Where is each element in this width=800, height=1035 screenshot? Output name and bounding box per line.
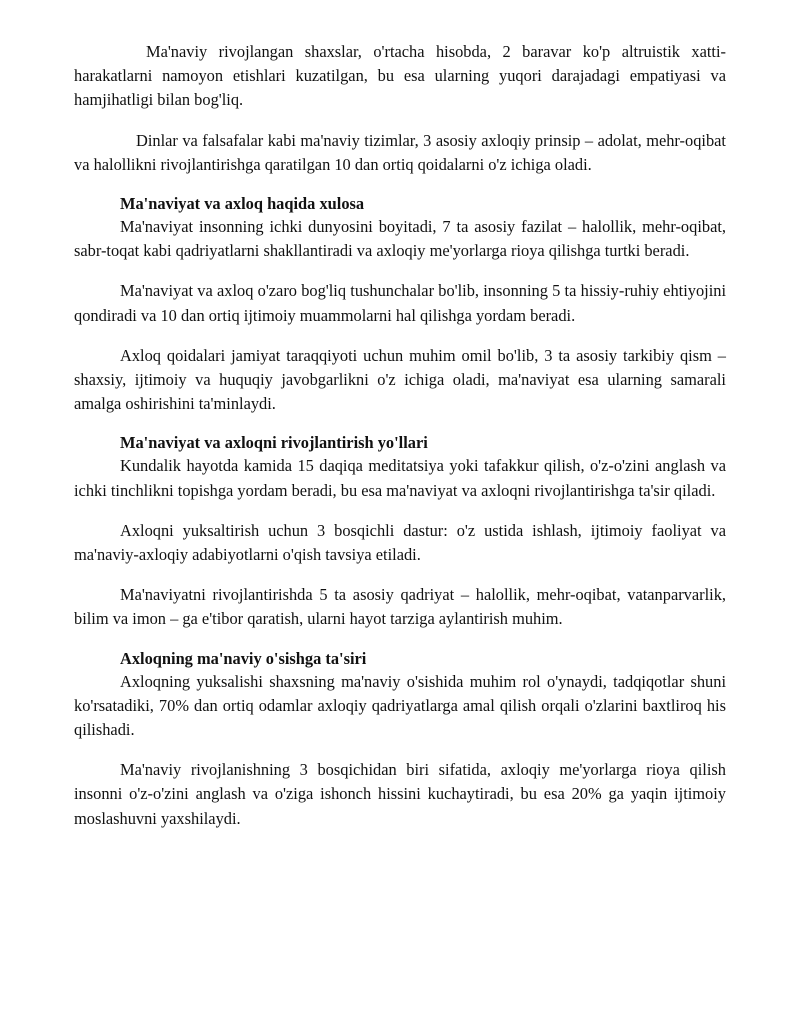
section-heading-conclusion: Ma'naviyat va axloq haqida xulosa <box>120 194 365 214</box>
conclusion-paragraph-2: Ma'naviyat va axloq o'zaro bog'liq tushunchalar bo'lib, insonning 5 ta hissiy-ruhiy ehtiyojini qondiradi va 10 dan ortiq ijtimoiy muammolarni hal qilishga yordam beradi. <box>74 281 726 325</box>
document-page <box>74 40 726 831</box>
influence-paragraph-2: Ma'naviy rivojlanishning 3 bosqichidan biri sifatida, axloqiy me'yorlarga rioya qilish insonni o'z-o'zini anglash va o'ziga ishonch hissini kuchaytiradi, bu esa 20% ga yaqin ijtimoiy moslashuvni yaxshilaydi. <box>74 760 726 828</box>
development-paragraph-3: Ma'naviyatni rivojlantirishda 5 ta asosiy qadriyat – halollik, mehr-oqibat, vatanparvarlik, bilim va imon – ga e'tibor qaratish, ularni hayot tarziga aylantirish muhim. <box>74 585 726 629</box>
intro-paragraph-1: Ma'naviy rivojlangan shaxslar, o'rtacha hisobda, 2 baravar ko'p altruistik xatti-harakatlarni namoyon etishlari kuzatilgan, bu esa ularning yuqori darajadagi empatiyasi va hamjihatligi bilan bog'liq. <box>74 42 726 110</box>
influence-paragraph-1: Axloqning yuksalishi shaxsning ma'naviy o'sishida muhim rol o'ynaydi, tadqiqotlar shuni ko'rsatadiki, 70% dan ortiq odamlar axloqiy qadriyatlarga amal qilish orqali o'zlarini baxtliroq his qilishadi. <box>74 671 726 740</box>
section-heading-development: Ma'naviyat va axloqni rivojlantirish yo'llari <box>120 433 428 453</box>
development-paragraph-1: Kundalik hayotda kamida 15 daqiqa meditatsiya yoki tafakkur qilish, o'z-o'zini anglash va ichki tinchlikni topishga yordam beradi, bu esa ma'naviyat va axloqni rivojlantirishga ta'sir qiladi. <box>74 456 726 500</box>
section-heading-influence: Axloqning ma'naviy o'sishga ta'siri <box>120 648 367 668</box>
intro-paragraph-2: Dinlar va falsafalar kabi ma'naviy tizimlar, 3 asosiy axloqiy prinsip – adolat, mehr-oqibat va halollikni rivojlantirishga qaratilgan 10 dan ortiq qoidalarni o'z ichiga oladi. <box>74 130 726 174</box>
conclusion-paragraph-3: Axloq qoidalari jamiyat taraqqiyoti uchun muhim omil bo'lib, 3 ta asosiy tarkibiy qism – shaxsiy, ijtimoiy va huquqiy javobgarlikni o'z ichiga oladi, ma'naviyat esa ularning samarali amalga oshirishini ta'minlaydi. <box>74 345 726 414</box>
conclusion-paragraph-1: Ma'naviyat insonning ichki dunyosini boyitadi, 7 ta asosiy fazilat – halollik, mehr-oqibat, sabr-toqat kabi qadriyatlarni shakllantiradi va axloqiy me'yorlarga rioya qilishga turtki beradi. <box>74 217 726 261</box>
development-paragraph-2: Axloqni yuksaltirish uchun 3 bosqichli dastur: o'z ustida ishlash, ijtimoiy faoliyat va ma'naviy-axloqiy adabiyotlarni o'qish tavsiya etiladi. <box>74 520 726 565</box>
